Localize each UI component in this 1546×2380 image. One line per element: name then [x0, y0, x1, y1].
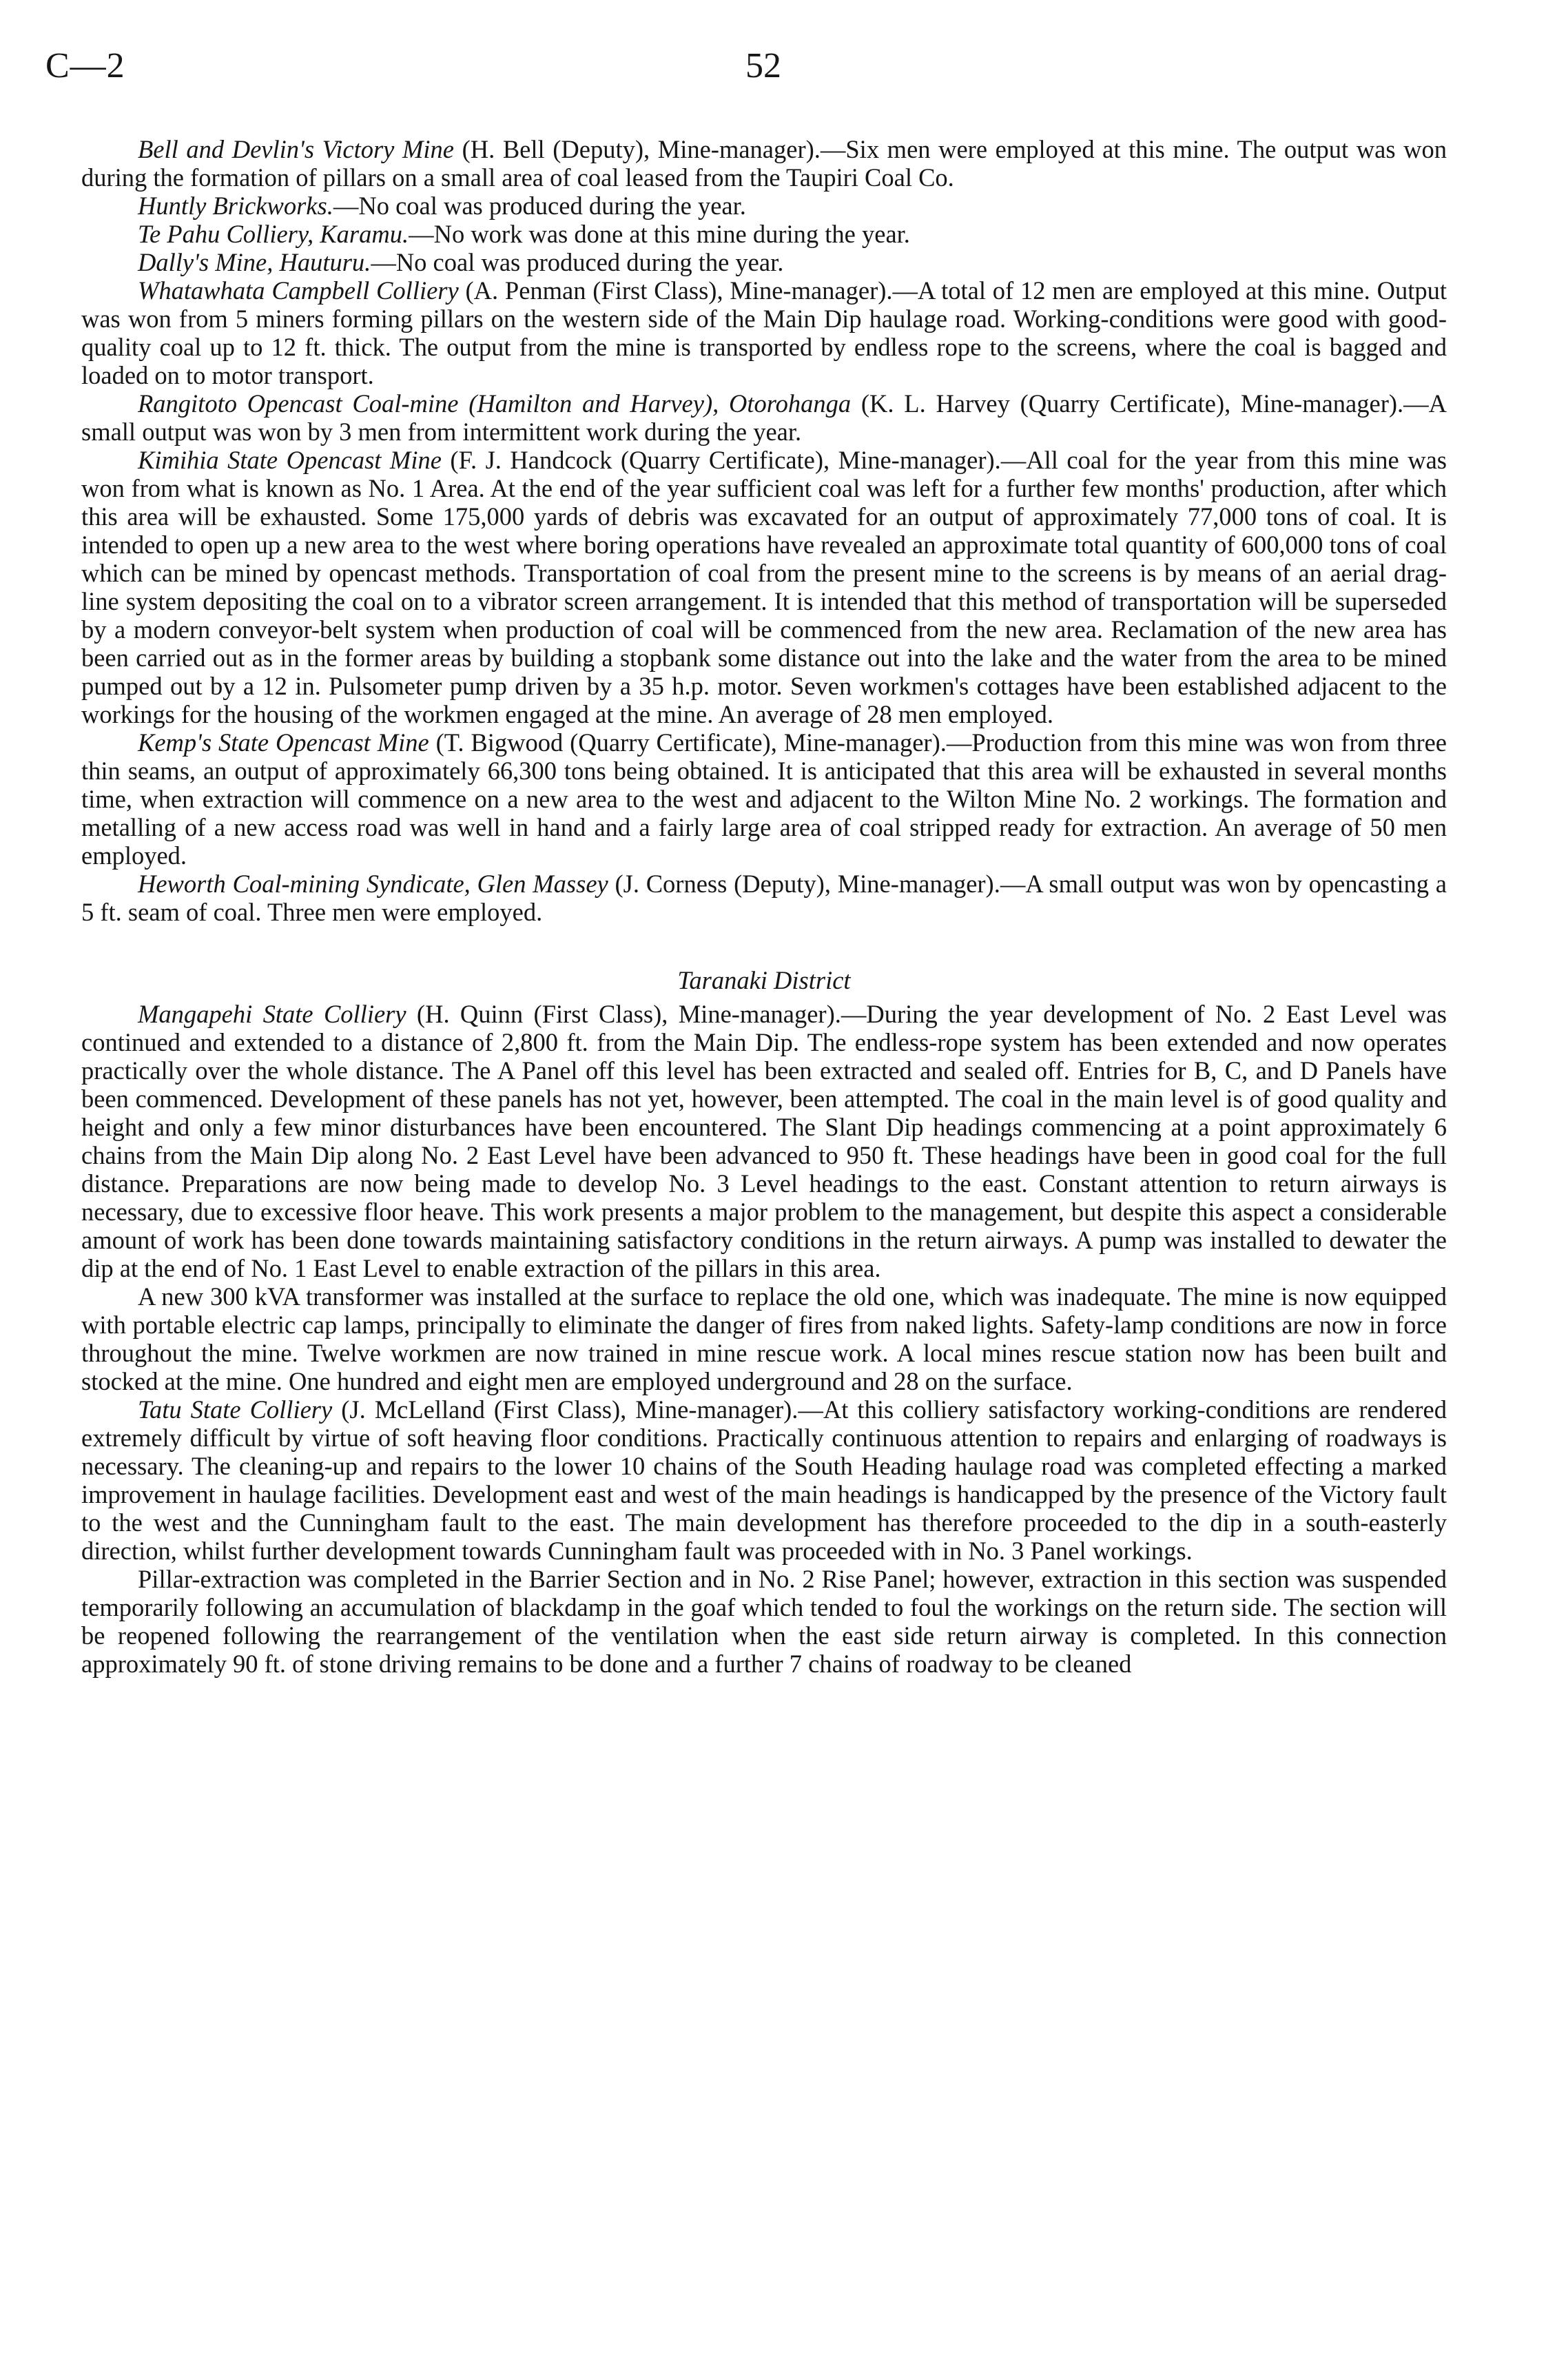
paragraph-text: (A. Penman (First Class), Mine-manager).—A total of 12 men are employed at this mine. Output was won from 5 miners forming pillars on the western side of the Main Dip haulage road. Working-conditions were good with good-quality coal up to 12 ft. thick. The output from the mine is transported by endless rope to the screens, where the coal is bagged and loaded on to motor transport.	[81, 276, 1447, 389]
paragraph-dally	[81, 248, 1447, 276]
section-heading: Taranaki District	[677, 966, 851, 994]
mine-title: Bell and Devlin's Victory Mine	[138, 135, 454, 163]
mine-title: Dally's Mine, Hauturu.	[138, 248, 371, 276]
mine-title: Tatu State Colliery	[138, 1395, 333, 1424]
paragraph-mangapehi-continued	[81, 1282, 1447, 1395]
paragraph-text: (J. Corness (Deputy), Mine-manager).—A small output was won by opencasting a 5 ft. seam of coal. Three men were employed.	[81, 870, 1447, 926]
paragraph-text: —No work was done at this mine during the year.	[409, 220, 910, 248]
paragraph-tatu-continued	[81, 1565, 1447, 1678]
mine-title: Heworth Coal-mining Syndicate, Glen Massey	[138, 870, 608, 898]
mine-title: Huntly Brickworks.	[138, 192, 333, 220]
paragraph-text: (T. Bigwood (Quarry Certificate), Mine-manager).—Production from this mine was won from three thin seams, an output of approximately 66,300 tons being obtained. It is anticipated that this area will be exhausted in several months time, when extraction will commence on a new area to the west and adjacent to the Wilton Mine No. 2 workings. The formation and metalling of a new access road was well in hand and a fairly large area of coal stripped ready for extraction. An average of 50 men employed.	[81, 728, 1447, 870]
paragraph-whatawhata	[81, 276, 1447, 389]
paragraph-te-pahu	[81, 220, 1447, 248]
paragraph-text: (J. McLelland (First Class), Mine-manager).—At this colliery satisfactory working-conditions are rendered extremely difficult by virtue of soft heaving floor conditions. Practically continuous attention to repairs and enlarging of roadways is necessary. The cleaning-up and repairs to the lower 10 chains of the South Heading haulage road was completed effecting a marked improvement in haulage facilities. Development east and west of the main headings is handicapped by the presence of the Victory fault to the west and the Cunningham fault to the east. The main development has therefore proceeded to the dip in a south-easterly direction, whilst further development towards Cunningham fault was proceeded with in No. 3 Panel workings.	[81, 1395, 1447, 1565]
paragraph-tatu	[81, 1395, 1447, 1565]
paragraph-mangapehi	[81, 1000, 1447, 1282]
paragraph-text: —No coal was produced during the year.	[371, 248, 784, 276]
paragraph-rangitoto	[81, 389, 1447, 446]
paragraph-heworth	[81, 870, 1447, 926]
series-code: C—2	[45, 46, 125, 85]
paragraph-kemp	[81, 728, 1447, 870]
paragraph-kimihia	[81, 446, 1447, 728]
paragraph-text: Pillar-extraction was completed in the Barrier Section and in No. 2 Rise Panel; however, extraction in this section was suspended temporarily following an accumulation of blackdamp in the goaf which tended to foul the workings on the return side. The section will be reopened following the rearrangement of the ventilation when the east side return airway is completed. In this connection approximately 90 ft. of stone driving remains to be done and a further 7 chains of roadway to be cleaned	[81, 1565, 1447, 1678]
mine-title: Kemp's State Opencast Mine	[138, 728, 429, 757]
mine-title: Te Pahu Colliery, Karamu.	[138, 220, 409, 248]
paragraph-text: —No coal was produced during the year.	[333, 192, 746, 220]
mine-title: Whatawhata Campbell Colliery	[138, 276, 459, 305]
document-body	[81, 135, 1447, 1678]
mine-title: Kimihia State Opencast Mine	[138, 446, 442, 474]
paragraph-text: (F. J. Handcock (Quarry Certificate), Mine-manager).—All coal for the year from this mine was won from what is known as No. 1 Area. At the end of the year sufficient coal was left for a further few months' production, after which this area will be exhausted. Some 175,000 yards of debris was excavated for an output of approximately 77,000 tons of coal. It is intended to open up a new area to the west where boring operations have revealed an approximate total quantity of 600,000 tons of coal which can be mined by opencast methods. Transportation of coal from the present mine to the screens is by means of an aerial drag-line system depositing the coal on to a vibrator screen arrangement. It is intended that this method of transportation will be superseded by a modern conveyor-belt system when production of coal will be commenced from the new area. Reclamation of the new area has been carried out as in the former areas by building a stopbank some distance out into the lake and the water from the area to be mined pumped out by a 12 in. Pulsometer pump driven by a 35 h.p. motor. Seven workmen's cottages have been established adjacent to the workings for the housing of the workmen engaged at the mine. An average of 28 men employed.	[81, 446, 1447, 728]
paragraph-text: (H. Quinn (First Class), Mine-manager).—During the year development of No. 2 East Level was continued and extended to a distance of 2,800 ft. from the Main Dip. The endless-rope system has been extended and now operates practically over the whole distance. The A Panel off this level has been extracted and sealed off. Entries for B, C, and D Panels have been commenced. Development of these panels has not yet, however, been attempted. The coal in the main level is of good quality and height and only a few minor disturbances have been encountered. The Slant Dip headings commencing at a point approximately 6 chains from the Main Dip along No. 2 East Level have been advanced to 950 ft. These headings have been in good coal for the full distance. Preparations are now being made to develop No. 3 Level headings to the east. Constant attention to return airways is necessary, due to excessive floor heave. This work presents a major problem to the management, but despite this aspect a considerable amount of work has been done towards maintaining satisfactory conditions in the return airways. A pump was installed to dewater the dip at the end of No. 1 East Level to enable extraction of the pillars in this area.	[81, 1000, 1447, 1282]
paragraph-bell-devlin	[81, 135, 1447, 192]
paragraph-text: (H. Bell (Deputy), Mine-manager).—Six men were employed at this mine. The output was won during the formation of pillars on a small area of coal leased from the Taupiri Coal Co.	[81, 135, 1447, 192]
mine-title: Rangitoto Opencast Coal-mine (Hamilton and Harvey), Otorohanga	[138, 389, 852, 418]
paragraph-text: A new 300 kVA transformer was installed at the surface to replace the old one, which was inadequate. The mine is now equipped with portable electric cap lamps, principally to eliminate the danger of fires from naked lights. Safety-lamp conditions are now in force throughout the mine. Twelve workmen are now trained in mine rescue work. A local mines rescue station now has been built and stocked at the mine. One hundred and eight men are employed underground and 28 on the surface.	[81, 1282, 1447, 1395]
paragraph-text: (K. L. Harvey (Quarry Certificate), Mine-manager).—A small output was won by 3 men from intermittent work during the year.	[81, 389, 1447, 446]
paragraph-huntly	[81, 192, 1447, 220]
page-number: 52	[745, 46, 781, 85]
mine-title: Mangapehi State Colliery	[138, 1000, 406, 1028]
